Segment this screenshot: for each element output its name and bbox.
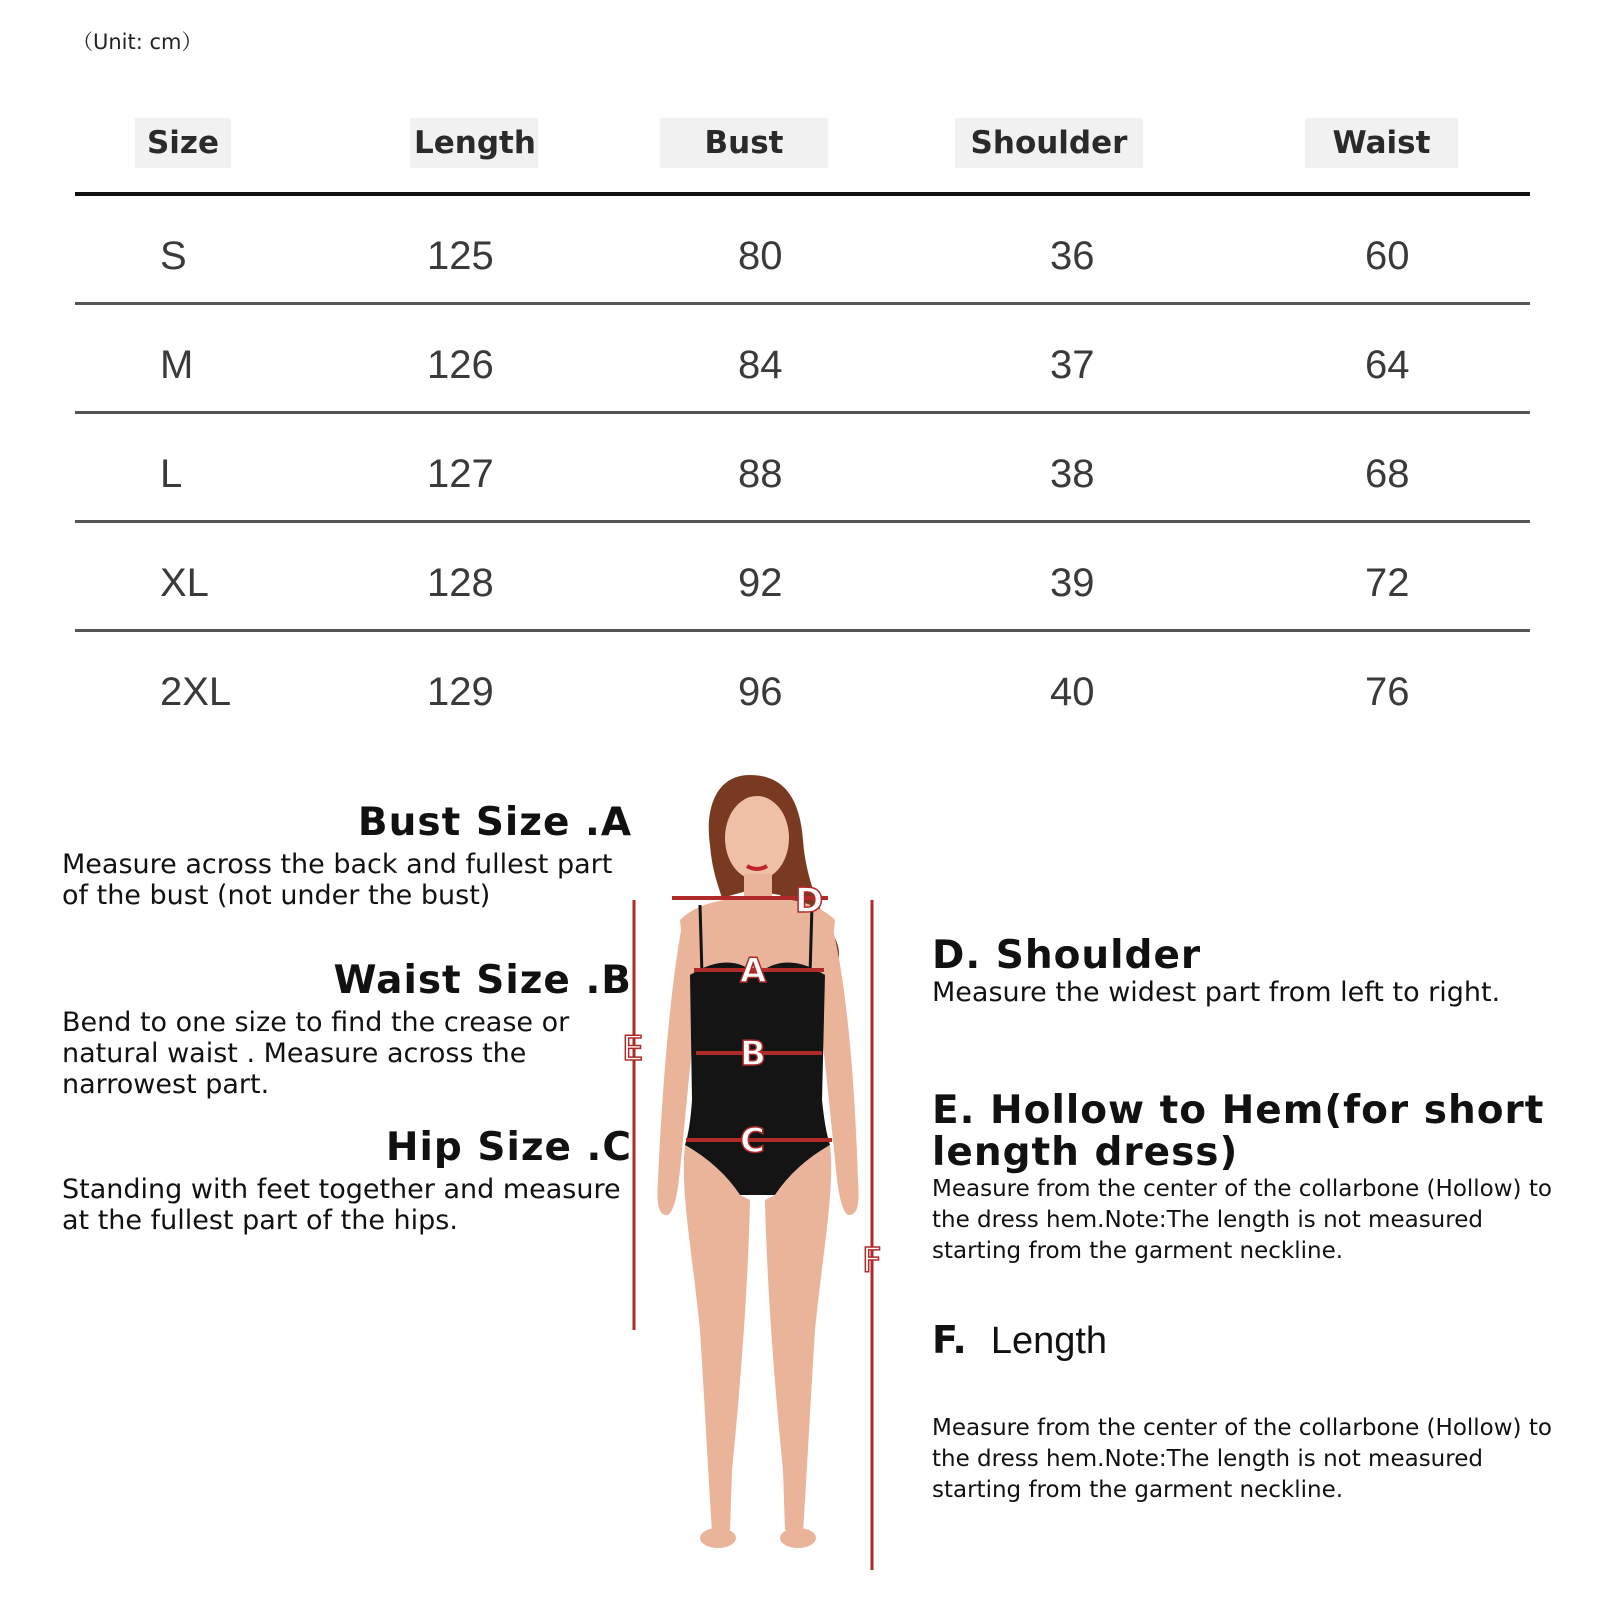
header-shoulder: Shoulder	[955, 118, 1143, 168]
cell-waist: 72	[1365, 561, 1410, 605]
hip-guide	[62, 1125, 632, 1236]
length-description-block	[932, 1413, 1552, 1506]
cell-waist: 64	[1365, 343, 1410, 387]
cell-length: 126	[427, 343, 494, 387]
table-row	[75, 523, 1530, 632]
table-header	[75, 110, 1530, 196]
cell-bust: 84	[738, 343, 783, 387]
hip-description: Standing with feet together and measure at the fullest part of the hips.	[62, 1174, 621, 1236]
shoulder-guide	[932, 935, 1552, 1008]
cell-size: 2XL	[160, 670, 232, 714]
cell-length: 129	[427, 670, 494, 714]
cell-size: XL	[160, 561, 209, 605]
length-letter: F.	[932, 1318, 967, 1362]
shoulder-title: D. Shoulder	[932, 933, 1202, 978]
header-bust: Bust	[660, 118, 828, 168]
cell-shoulder: 38	[1050, 452, 1095, 496]
label-f: F	[862, 1241, 882, 1281]
model-figure	[600, 770, 940, 1590]
cell-size: M	[160, 343, 194, 387]
table-row	[75, 414, 1530, 523]
length-description: Measure from the center of the collarbone (Hollow) to the dress hem.Note:The length is not measured starting from the garment neckline.	[932, 1415, 1552, 1503]
cell-bust: 92	[738, 561, 783, 605]
header-length: Length	[410, 118, 538, 168]
cell-shoulder: 37	[1050, 343, 1095, 387]
length-guide	[932, 1318, 1552, 1363]
cell-length: 127	[427, 452, 494, 496]
table-row	[75, 632, 1530, 738]
label-b: B	[740, 1034, 766, 1074]
hollow-description: Measure from the center of the collarbone (Hollow) to the dress hem.Note:The length is not measured starting from the garment neckline.	[932, 1176, 1552, 1264]
cell-shoulder: 39	[1050, 561, 1095, 605]
cell-bust: 80	[738, 234, 783, 278]
bust-guide	[62, 800, 632, 911]
hollow-title: E. Hollow to Hem(for short length dress)	[932, 1088, 1545, 1175]
bust-description: Measure across the back and fullest part of the bust (not under the bust)	[62, 849, 613, 911]
table-row	[75, 196, 1530, 305]
cell-bust: 88	[738, 452, 783, 496]
length-title	[932, 1318, 1552, 1363]
waist-description: Bend to one size to find the crease or natural waist . Measure across the narrowest part.	[62, 1007, 570, 1100]
cell-waist: 68	[1365, 452, 1410, 496]
cell-bust: 96	[738, 670, 783, 714]
waist-title: Waist Size .B	[333, 958, 632, 1003]
bust-title: Bust Size .A	[357, 800, 632, 845]
cell-waist: 76	[1365, 670, 1410, 714]
table-row	[75, 305, 1530, 414]
length-title-text: Length	[990, 1320, 1108, 1362]
model-illustration	[600, 770, 940, 1590]
unit-label: （Unit: cm）	[72, 30, 203, 54]
waist-guide	[62, 958, 632, 1100]
shoulder-description: Measure the widest part from left to right.	[932, 977, 1501, 1008]
hip-title: Hip Size .C	[385, 1125, 632, 1170]
header-waist: Waist	[1305, 118, 1458, 168]
cell-waist: 60	[1365, 234, 1410, 278]
cell-shoulder: 40	[1050, 670, 1095, 714]
cell-size: S	[160, 234, 187, 278]
label-e: E	[622, 1029, 644, 1069]
cell-length: 128	[427, 561, 494, 605]
size-table	[75, 110, 1530, 738]
cell-length: 125	[427, 234, 494, 278]
label-d: D	[795, 881, 824, 921]
cell-size: L	[160, 452, 183, 496]
label-c: C	[740, 1121, 765, 1161]
cell-shoulder: 36	[1050, 234, 1095, 278]
hollow-to-hem-guide	[932, 1090, 1552, 1267]
label-a: A	[740, 951, 767, 991]
header-size: Size	[135, 118, 231, 168]
